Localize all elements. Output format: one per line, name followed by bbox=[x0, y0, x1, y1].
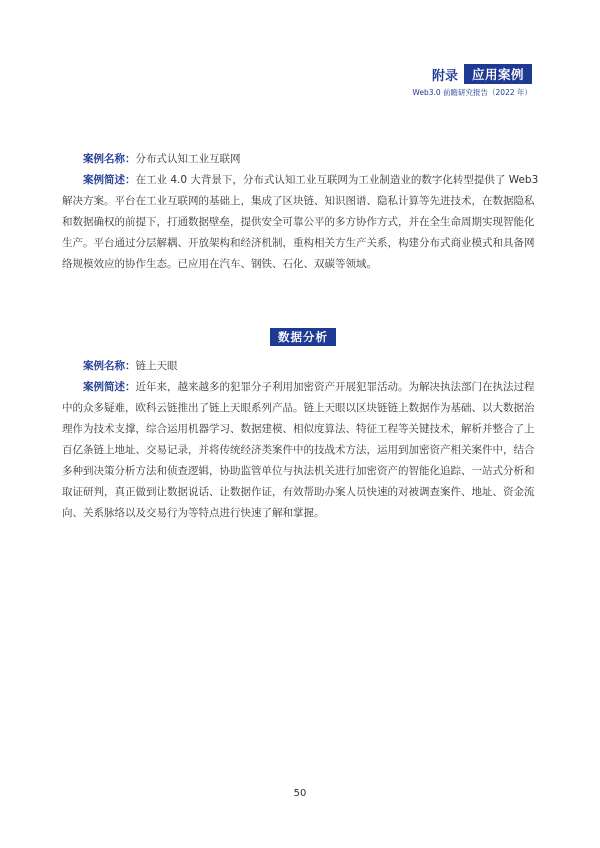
case-name-label: 案例名称： bbox=[83, 153, 136, 165]
page-header bbox=[412, 64, 532, 98]
case-summary-label: 案例简述： bbox=[83, 174, 136, 186]
chapter-badge: 应用案例 bbox=[464, 64, 532, 84]
case-summary: 近年来，越来越多的犯罪分子利用加密资产开展犯罪活动。为解决执法部门在执法过程中的众多疑难，欧科云链推出了链上天眼系列产品。链上天眼以区块链链上数据作为基础、以大数据治理作为技术支撑，综合运用机器学习、数据建模、相似度算法、特征工程等关键技术，解析并整合了上百亿条链上地址、交易记录，并将传统经济类案件中的技战术方法，运用到加密资产相关案件中，结合多种到决策分析方法和侦查逻辑，协助监管单位与执法机关进行加密资产的智能化追踪、一站式分析和取证研判，真正做到让数据说话、让数据作证，有效帮助办案人员快速的对被调查案件、地址、资金流向、关系脉络以及交易行为等特点进行快速了解和掌握。 bbox=[62, 381, 535, 519]
case-block-1 bbox=[62, 149, 542, 275]
case-name-line bbox=[62, 149, 542, 170]
case-name-label: 案例名称： bbox=[83, 360, 136, 372]
header-row bbox=[412, 64, 532, 84]
case-summary-label: 案例简述： bbox=[83, 381, 136, 393]
case-summary-paragraph bbox=[62, 170, 542, 275]
case-summary: 在工业 4.0 大背景下，分布式认知工业互联网为工业制造业的数字化转型提供了 Web3 解决方案。平台在工业互联网的基础上，集成了区块链、知识图谱、隐私计算等先进技术，在数据隐私和数据确权的前提下，打通数据壁垒，提供安全可靠公平的多方协作方式，并在全生命周期实现智能化生产。平台通过分层解耦、开放架构和经济机制，重构相关方生产关系，构建分布式商业模式和具备网络规模效应的协作生态。已应用在汽车、钢铁、石化、双碳等领域。 bbox=[62, 174, 539, 270]
case-name: 分布式认知工业互联网 bbox=[135, 153, 241, 165]
case-block-2 bbox=[62, 356, 542, 524]
section-title: 数据分析 bbox=[270, 328, 336, 346]
report-title: Web3.0 前瞻研究报告（2022 年） bbox=[412, 88, 532, 97]
case-name: 链上天眼 bbox=[135, 360, 178, 372]
case-name-line bbox=[62, 356, 542, 377]
page-number: 50 bbox=[293, 788, 307, 799]
case-summary-paragraph bbox=[62, 377, 542, 524]
section-label: 附录 bbox=[431, 68, 458, 84]
